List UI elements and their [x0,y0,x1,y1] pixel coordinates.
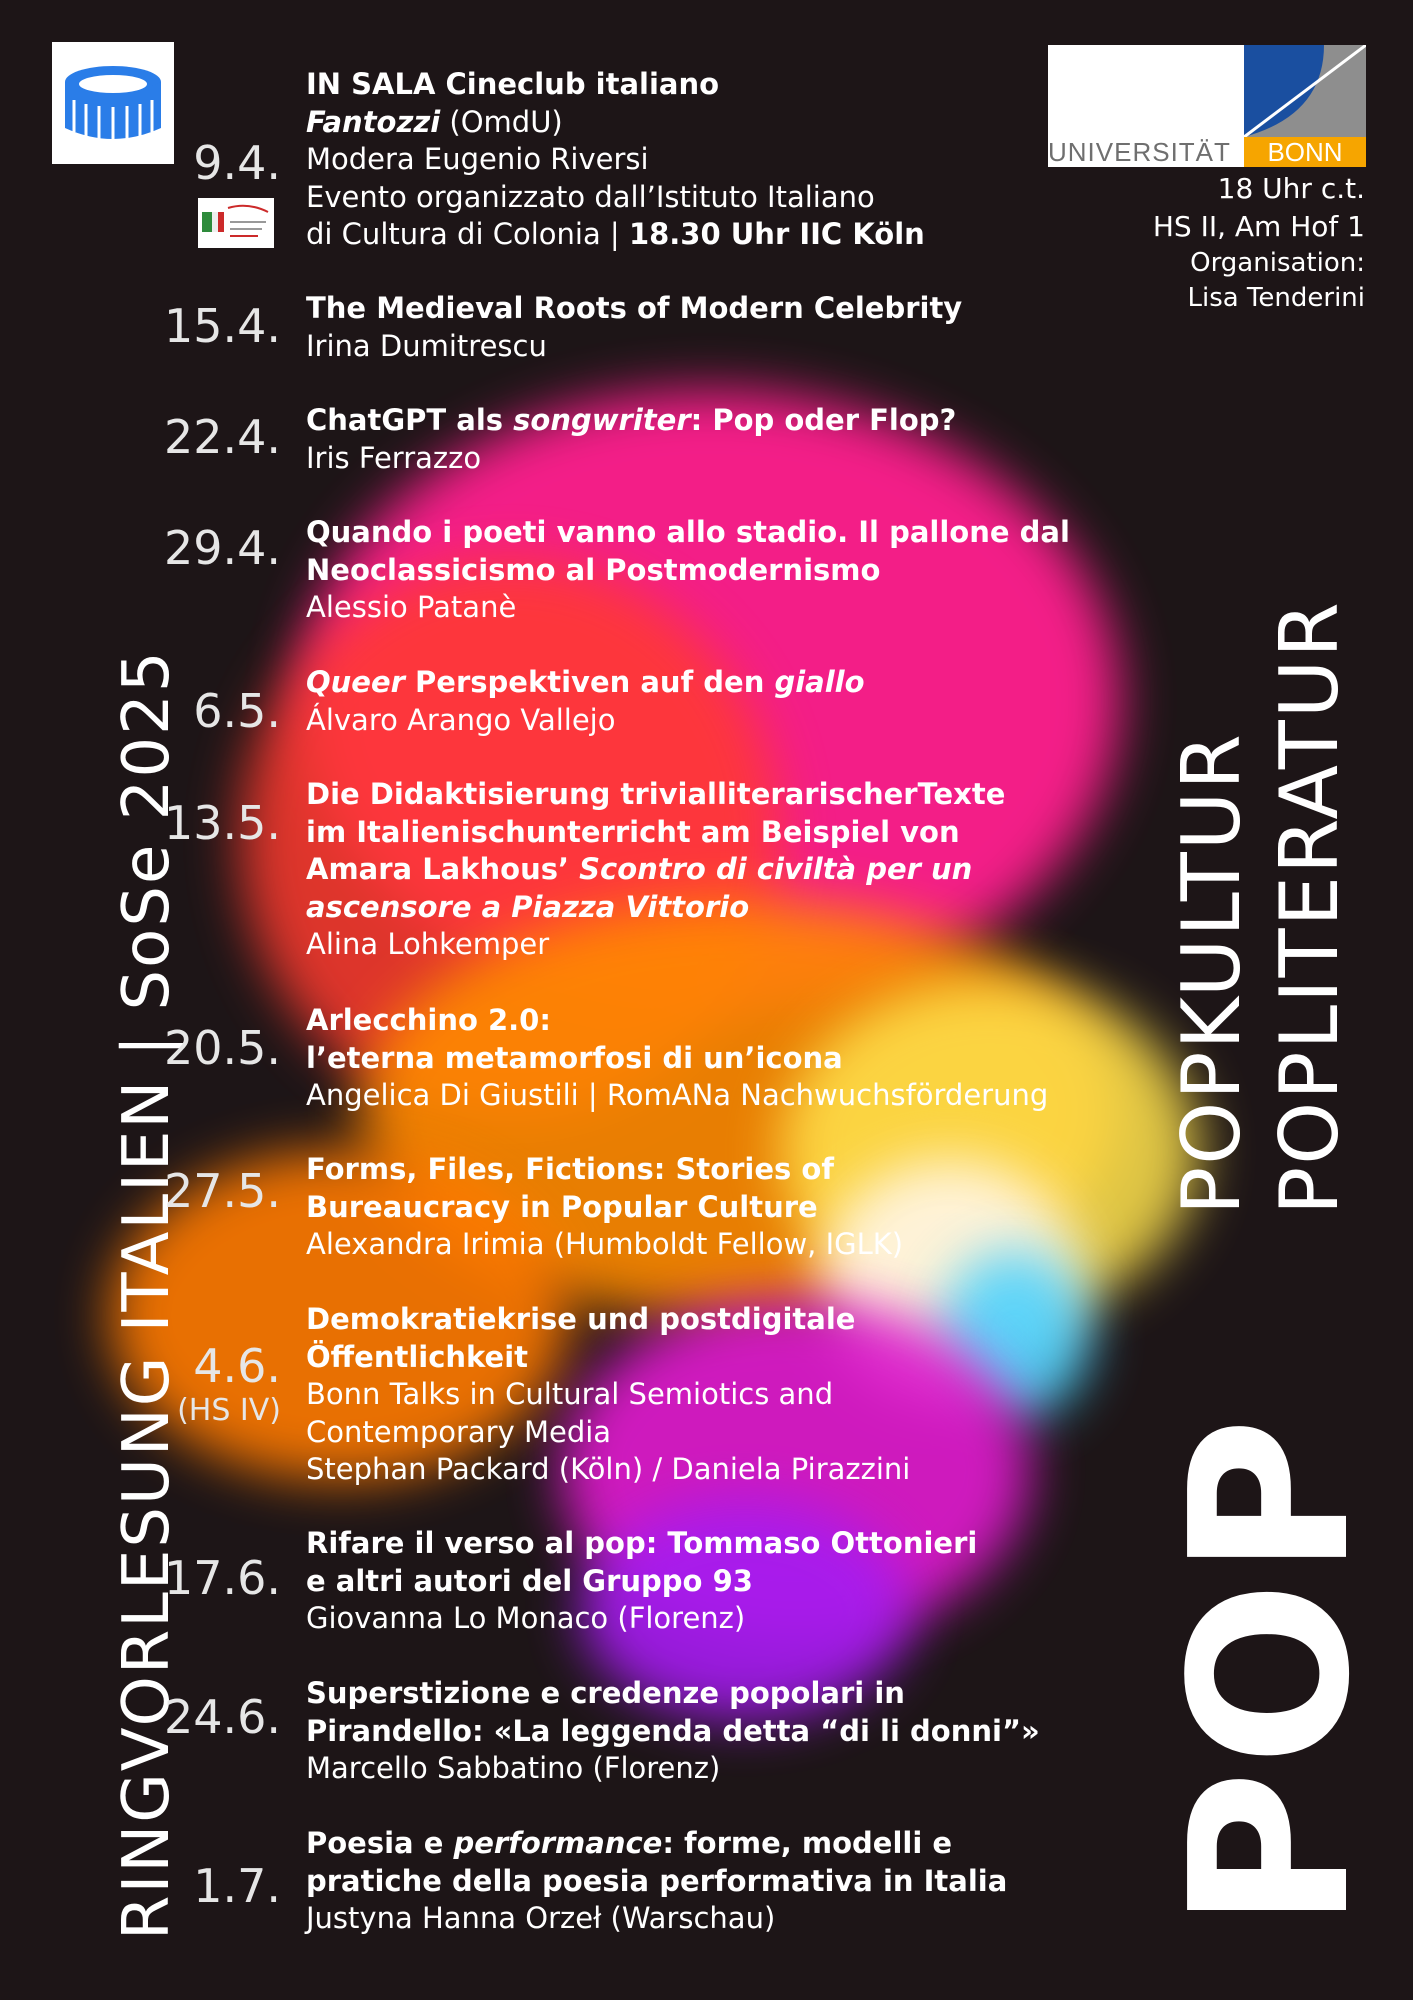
session-title-line: im Italienischunterricht am Beispiel von [306,814,960,849]
session-date: 1.7. [193,1859,281,1913]
film-title: Fantozzi [306,104,441,139]
session-15-4 [306,290,962,365]
session-series-line: Contemporary Media [306,1414,612,1449]
session-speaker: Stephan Packard (Köln) / Daniela Pirazzini [306,1452,911,1486]
session-6-5 [306,664,865,739]
session-title-line: Öffentlichkeit [306,1339,529,1374]
popliteratur-heading: POPLITERATUR [1263,600,1356,1215]
session-13-5 [306,776,1005,964]
popkultur-heading: POPKULTUR [1165,732,1258,1215]
session-date-main: 4.6. [193,1339,281,1393]
session-organizer: Evento organizzato dall’Istituto Italiano [306,179,875,214]
session-title-line [306,851,1005,889]
session-title-line: Bureaucracy in Popular Culture [306,1189,818,1224]
session-date [177,1339,281,1429]
session-speaker: Alessio Patanè [306,590,517,624]
session-speaker: Justyna Hanna Orzeł (Warschau) [306,1901,776,1935]
event-time: 18 Uhr c.t. [1217,172,1365,205]
istituto-italiano-di-cultura-logo [198,198,274,248]
session-date: 17.6. [163,1551,281,1605]
session-title-line: Arlecchino 2.0: [306,1003,551,1037]
series-title: RINGVORLESUNG ITALIEN | SoSe 2025 [110,649,184,1940]
title-part: : Pop oder Flop? [690,403,957,437]
title-italic: performance [453,1826,663,1860]
session-date: 13.5. [163,796,281,850]
title-italic: songwriter [513,403,691,437]
session-title-line: Forms, Files, Fictions: Stories of [306,1152,834,1186]
session-date: 15.4. [163,299,281,353]
amphitheater-icon [52,42,174,164]
session-speaker: Angelica Di Giustili | RomANa Nachwuchsförderung [306,1078,1049,1112]
title-part: Amara Lakhous’ [306,852,580,886]
session-title-line: Demokratiekrise und postdigitale [306,1302,856,1336]
session-17-6 [306,1525,977,1638]
session-speaker: Álvaro Arango Vallejo [306,702,616,737]
uni-logo-name: BONN [1244,137,1366,167]
session-20-5 [306,1002,1048,1115]
session-series-line: Bonn Talks in Cultural Semiotics and [306,1377,834,1411]
session-date: 29.4. [163,521,281,575]
session-title-line: Pirandello: «La leggenda detta “di li donni”» [306,1713,1040,1748]
session-speaker: Iris Ferrazzo [306,440,482,475]
title-part: Perspektiven auf den [404,665,775,699]
session-title [306,664,865,702]
session-room: (HS IV) [177,1393,281,1428]
event-place: HS II, Am Hof 1 [1152,210,1365,243]
venue-text: di Cultura di Colonia | [306,217,629,251]
session-speaker: Alexandra Irimia (Humboldt Fellow, IGLK) [306,1227,904,1261]
session-title-line: e altri autori del Gruppo 93 [306,1563,753,1598]
uni-logo-prefix: UNIVERSITÄT [1048,137,1231,167]
venue-time: 18.30 Uhr IIC Köln [628,217,925,251]
session-24-6 [306,1675,1040,1788]
session-date: 24.6. [163,1690,281,1744]
iic-logo-icon [198,198,274,248]
session-date: 9.4. [193,136,281,190]
session-title: IN SALA Cineclub italiano [306,67,720,101]
session-speaker: Irina Dumitrescu [306,328,547,363]
session-1-7 [306,1825,1007,1938]
film-note: (OmdU) [440,104,563,139]
session-title [306,402,956,440]
event-info [1153,170,1365,316]
session-4-6 [306,1301,910,1489]
pop-heading: POP [1145,1413,1398,1930]
session-title-line: Neoclassicismo al Postmodernismo [306,552,881,587]
session-date: 27.5. [163,1164,281,1218]
session-venue-line [306,216,925,254]
organisation-label: Organisation: [1190,248,1365,278]
session-title-line: Die Didaktisierung trivialliterarischerTexte [306,777,1006,811]
title-italic: Scontro di civiltà per un [579,852,973,886]
session-29-4 [306,514,1070,627]
session-title-line: Superstizione e credenze popolari in [306,1676,905,1710]
session-22-4 [306,402,956,477]
session-speaker: Alina Lohkemper [306,927,550,961]
session-moderator: Modera Eugenio Riversi [306,142,649,176]
session-title-line: ascensore a Piazza Vittorio [306,889,750,924]
session-date: 20.5. [163,1021,281,1075]
university-bonn-logo [1048,45,1366,167]
session-speaker: Giovanna Lo Monaco (Florenz) [306,1601,746,1635]
title-italic: giallo [774,665,865,699]
title-part: ChatGPT als [306,403,514,437]
session-9-4 [306,66,925,254]
title-italic: Queer [306,665,405,699]
session-title-line [306,1825,1007,1863]
title-part: : forme, modelli e [662,1826,953,1860]
amphitheater-logo [52,42,174,164]
session-speaker: Marcello Sabbatino (Florenz) [306,1751,721,1785]
session-date: 6.5. [193,684,281,738]
session-title-line: pratiche della poesia performativa in Italia [306,1863,1008,1898]
session-27-5 [306,1151,903,1264]
session-film-line [306,104,925,142]
session-title-line: Quando i poeti vanno allo stadio. Il pallone dal [306,515,1070,549]
session-title-line: l’eterna metamorfosi di un’icona [306,1040,843,1075]
session-title: The Medieval Roots of Modern Celebrity [306,291,963,325]
title-part: Poesia e [306,1826,454,1860]
session-date: 22.4. [163,410,281,464]
session-title-line: Rifare il verso al pop: Tommaso Ottonieri [306,1526,978,1560]
organisation-name: Lisa Tenderini [1187,283,1365,313]
